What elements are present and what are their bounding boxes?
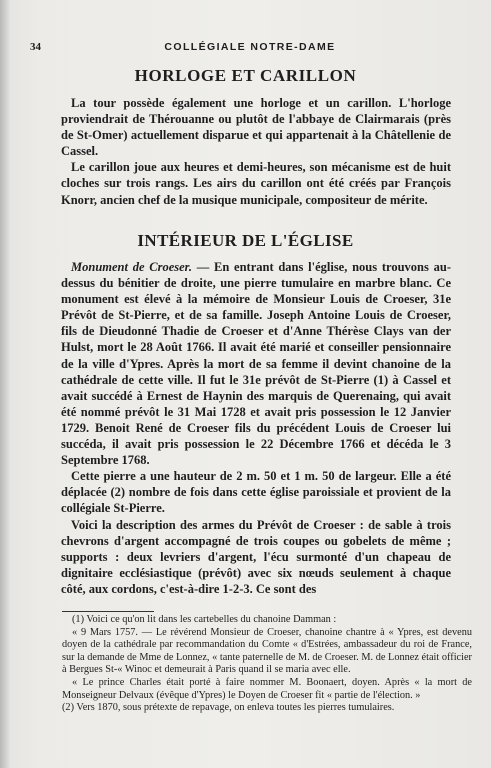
section-title-horloge: HORLOGE ET CARILLON	[134, 66, 357, 85]
paragraph: Voici la description des armes du Prévôt de Croeser : de sable à trois chevrons d'argent accompagné de trois coupes ou gobelets de même ; supports : deux levriers d'argent, l'écu surmonté d'un chapeau de dignitaire ecclésiastique (prévôt) avec six nœuds seulement à chaque côté, aux cordons, c'est-à-dire 1-2-3. Ce sont des	[61, 517, 451, 596]
footnote: « Le prince Charles était porté à faire nommer M. Boonaert, doyen. Après « la mort de Monseigneur Delvaux (évêque d'Ypres) le Doyen de Croeser fit « partie de l'élection. »	[62, 676, 472, 701]
footnote: « 9 Mars 1757. — Le révérend Monsieur de Croeser, chanoine chantre à « Ypres, est devenu doyen de la cathédrale par recommandation du Comte « d'Estrées, ambassadeur du roi de France, sur la demande de Mme de Lonnez, « tante paternelle de M. de Croeser. M. de Lonnez était officier à Bergues St-« Winoc et demeurait à Paris quand il se maria avec elle.	[62, 626, 472, 676]
running-title: COLLÉGIALE NOTRE-DAME	[164, 41, 336, 53]
paragraph: La tour possède également une horloge et un carillon. L'horloge proviendrait de Thérouanne ou plutôt de l'abbaye de Clairmarais (près de St-Omer) actuellement disparue et qui appartenait à la Châtellenie de Cassel.	[61, 96, 451, 159]
section-interieur-body	[61, 259, 451, 597]
paragraph-monument	[61, 259, 451, 468]
paragraph: Le carillon joue aux heures et demi-heures, son mécanisme est de huit cloches sur trois rangs. Les airs du carillon ont été créés par François Knorr, ancien chef de la musique municipale, compositeur de mérite.	[61, 160, 451, 207]
footnotes	[62, 614, 472, 715]
page-number: 34	[30, 41, 41, 53]
page-gutter-shadow	[0, 0, 10, 768]
section-title-interieur: INTÉRIEUR DE L'ÉGLISE	[137, 231, 354, 250]
paragraph-text: — En entrant dans l'église, nous trouvons au-dessus du bénitier de droite, une pierre tumulaire en marbre blanc. Ce monument est élevé à la mémoire de Monsieur Louis de Croeser, 31e Prévôt de St-Pierre, et de sa famille. Joseph Antoine Louis de Croeser, fils de Dieudonné Thadie de Croeser et d'Anne Thérèse Clays van der Hulst, mort le 28 Août 1766. Il avait été marié et conseiller pensionnaire de la ville d'Ypres. Après la mort de sa femme il devint chanoine de la cathédrale de cette ville. Il fut le 31e prévôt de St-Pierre (1) à Cassel et avait succédé à Ernest de Haynin des marquis de Querenaing, qui avait été nommé prévôt le 31 Mai 1728 et avait pris possession le 12 Janvier 1729. Benoit René de Croeser fils du précédent Louis de Croeser lui succéda, il avait pris possession le 22 Décembre 1766 et décéda le 3 Septembre 1768.	[61, 260, 451, 468]
paragraph-lead: Monument de Croeser.	[71, 260, 192, 274]
footnote: (2) Vers 1870, sous prétexte de repavage, on enleva toutes les pierres tumulaires.	[62, 702, 395, 714]
footnote-divider	[62, 611, 154, 612]
section-horloge-body	[61, 95, 451, 208]
paragraph: Cette pierre a une hauteur de 2 m. 50 et 1 m. 50 de largeur. Elle a été déplacée (2) nombre de fois dans cette église paroissiale et provient de la collégiale St-Pierre.	[61, 469, 451, 516]
page-header	[30, 41, 470, 55]
footnote: (1) Voici ce qu'on lit dans les cartebelles du chanoine Damman :	[72, 614, 337, 625]
